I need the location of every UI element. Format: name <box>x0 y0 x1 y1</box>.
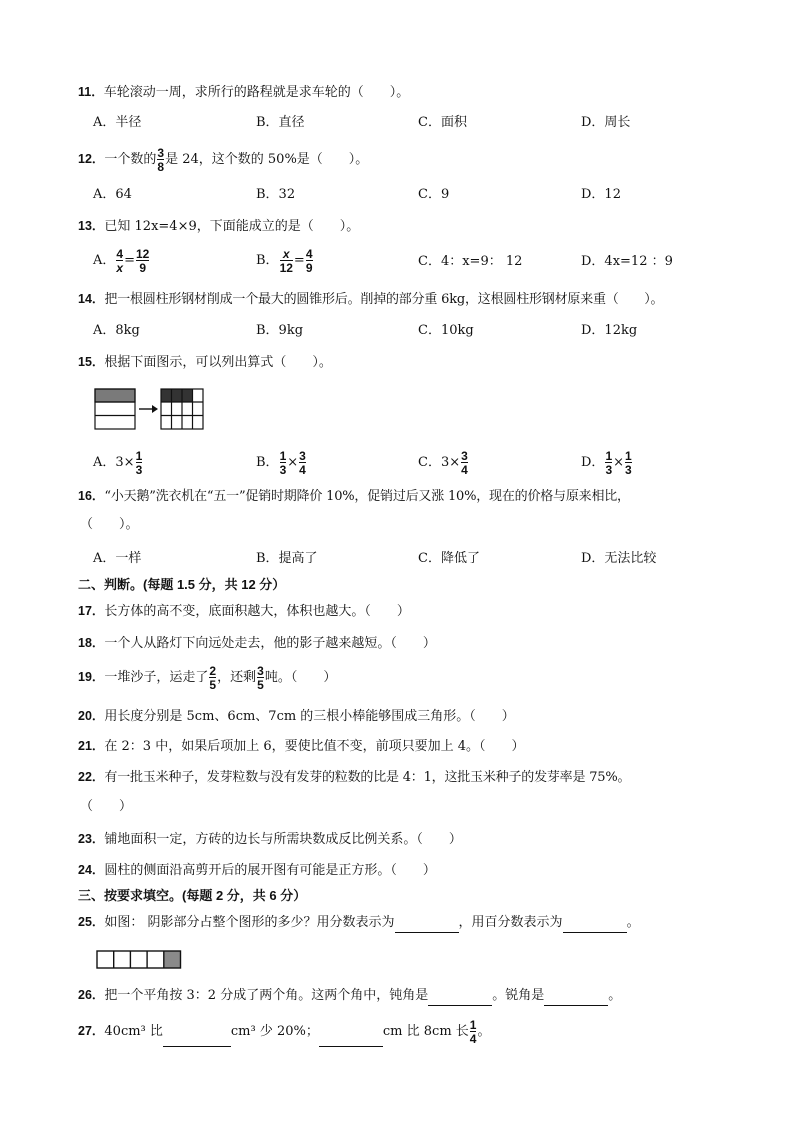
question-text: 吨。（ ） <box>264 670 337 685</box>
numerator: 3 <box>257 663 264 678</box>
option-d <box>581 446 633 480</box>
option-c: C．4：x=9： 12 <box>418 254 523 269</box>
option-b: B．直径 <box>256 115 305 130</box>
fill-blank[interactable] <box>163 1032 231 1047</box>
question-17 <box>78 601 410 622</box>
question-text: 40cm³ 比 <box>104 1024 163 1039</box>
question-number: 24． <box>78 863 105 877</box>
fraction <box>209 665 216 691</box>
denominator: 9 <box>305 260 313 275</box>
option-b <box>256 244 314 278</box>
equals-sign: = <box>293 253 305 268</box>
question-text: 铺地面积一定，方砖的边长与所需块数成反比例关系。（ ） <box>104 832 462 847</box>
numerator: 12 <box>135 246 150 261</box>
question-text: cm³ 少 20%； <box>230 1024 319 1039</box>
numerator: 1 <box>279 448 287 463</box>
section-heading: 二、判断。(每题 1.5 分，共 12 分） <box>78 577 286 592</box>
numerator: 3 <box>299 448 306 463</box>
question-text: 用长度分别是 5cm、6cm、7cm 的三根小棒能够围成三角形。（ ） <box>104 709 515 724</box>
option-b: B．32 <box>256 187 296 202</box>
fill-blank[interactable] <box>563 918 627 933</box>
fraction <box>136 450 143 476</box>
fraction <box>280 450 287 476</box>
question-27 <box>78 1016 490 1047</box>
question-number: 17． <box>78 604 105 618</box>
option-c <box>418 446 469 480</box>
question-19 <box>78 662 336 693</box>
denominator: 5 <box>257 677 264 692</box>
question-text: 圆柱的侧面沿高剪开后的展开图有可能是正方形。（ ） <box>104 863 436 878</box>
option-d: D．无法比较 <box>581 551 657 566</box>
option-label: B． <box>256 455 279 470</box>
option-d: D．12kg <box>581 323 638 338</box>
fraction <box>461 450 468 476</box>
denominator: 4 <box>461 462 468 477</box>
fraction-diagram <box>94 388 206 430</box>
option-label: A．3× <box>93 455 135 470</box>
numerator: 2 <box>209 663 217 678</box>
question-number: 27． <box>78 1024 105 1038</box>
denominator: 5 <box>209 677 217 692</box>
denominator: 3 <box>605 462 613 477</box>
option-label: A． <box>93 253 116 268</box>
numerator: 1 <box>469 1017 477 1032</box>
question-text: 是 24，这个数的 50%是（ ）。 <box>165 152 369 167</box>
option-c: C．10kg <box>418 323 474 338</box>
shaded-strip-diagram <box>96 950 182 970</box>
option-a: A．8kg <box>93 323 140 338</box>
question-21 <box>78 736 525 757</box>
question-text: ，还剩 <box>217 670 257 685</box>
question-text: 一堆沙子，运走了 <box>104 670 209 685</box>
question-number: 12． <box>78 152 105 166</box>
question-18 <box>78 633 436 654</box>
question-number: 15． <box>78 355 105 369</box>
option-a: A．一样 <box>93 551 142 566</box>
question-text: 。锐角是 <box>492 988 545 1003</box>
denominator: 4 <box>469 1031 477 1046</box>
question-number: 22． <box>78 770 105 784</box>
question-text: 一个人从路灯下向远处走去，他的影子越来越短。（ ） <box>104 636 436 651</box>
question-12 <box>78 146 368 173</box>
section-heading: 三、按要求填空。(每题 2 分，共 6 分） <box>78 888 307 903</box>
numerator: 1 <box>135 448 143 463</box>
denominator: 9 <box>136 260 149 274</box>
question-text: 把一个平角按 3：2 分成了两个角。这两个角中，钝角是 <box>104 988 429 1003</box>
question-text: 把一根圆柱形钢材削成一个最大的圆锥形后。削掉的部分重 6kg，这根圆柱形钢材原来重（ ）。 <box>104 292 664 307</box>
option-b: B．9kg <box>256 323 304 338</box>
option-a: A．半径 <box>93 115 142 130</box>
option-c: C．降低了 <box>418 551 480 566</box>
question-number: 21． <box>78 739 105 753</box>
fraction <box>625 450 632 476</box>
fraction <box>136 248 149 274</box>
question-text: 有一批玉米种子，发芽粒数与没有发芽的粒数的比是 4：1，这批玉米种子的发芽率是 75%。 <box>104 770 631 785</box>
fraction <box>157 147 164 173</box>
question-text: 车轮滚动一周，求所行的路程就是求车轮的（ ）。 <box>103 85 410 100</box>
question-number: 26． <box>78 988 105 1002</box>
question-text: 。 <box>608 988 622 1003</box>
option-d: D．12 <box>581 187 621 202</box>
operator: × <box>613 455 625 470</box>
option-a: A．64 <box>93 187 132 202</box>
question-number: 16． <box>78 489 105 503</box>
denominator: 3 <box>135 462 143 477</box>
fraction <box>257 665 264 691</box>
fraction <box>280 248 293 274</box>
question-15 <box>78 352 332 373</box>
option-b: B．提高了 <box>256 551 318 566</box>
option-d: D．4x=12 ：9 <box>581 254 673 269</box>
numerator: 1 <box>605 448 613 463</box>
fill-blank[interactable] <box>428 991 492 1006</box>
question-23 <box>78 829 462 850</box>
numerator: 1 <box>625 448 632 463</box>
question-16 <box>78 486 630 507</box>
option-c: C．面积 <box>418 115 467 130</box>
option-a <box>93 446 143 480</box>
question-number: 20． <box>78 709 105 723</box>
option-d: D．周长 <box>581 115 631 130</box>
fraction <box>299 450 306 476</box>
question-text: 如图： 阴影部分占整个图形的多少？用分数表示为 <box>104 915 395 930</box>
option-c: C．9 <box>418 187 450 202</box>
question-14 <box>78 289 663 310</box>
denominator: 12 <box>279 260 293 275</box>
operator: × <box>287 455 299 470</box>
option-label: C．3× <box>418 455 461 470</box>
question-text: “小天鹅”洗衣机在“五一”促销时期降价 10%，促销过后又涨 10%，现在的价格与原来相比， <box>104 489 630 504</box>
fraction <box>306 248 313 274</box>
denominator: 8 <box>157 159 165 174</box>
equals-sign: = <box>124 253 135 268</box>
question-26 <box>78 985 621 1006</box>
numerator: 4 <box>305 246 313 261</box>
option-label: D． <box>581 455 605 470</box>
option-label: B． <box>256 253 279 268</box>
question-text: 一个数的 <box>104 152 157 167</box>
question-20 <box>78 706 515 727</box>
question-text: 在 2：3 中，如果后项加上 6，要使比值不变，前项只要加上 4。（ ） <box>104 739 525 754</box>
question-25 <box>78 912 640 933</box>
denominator: 3 <box>279 462 287 477</box>
question-number: 14． <box>78 292 105 306</box>
question-text: 。 <box>477 1024 491 1039</box>
option-b <box>256 446 307 480</box>
question-text: cm 比 8cm 长 <box>382 1024 469 1039</box>
numerator: 3 <box>157 145 165 160</box>
answer-blank: （ ）。 <box>80 517 139 532</box>
question-number: 19． <box>78 670 105 684</box>
numerator: 4 <box>116 246 124 261</box>
fill-blank[interactable] <box>544 991 608 1006</box>
question-number: 13． <box>78 219 105 233</box>
fraction <box>470 1019 477 1045</box>
denominator: 4 <box>299 462 306 477</box>
question-number: 11． <box>78 85 104 99</box>
question-22 <box>78 767 630 788</box>
question-11 <box>78 82 409 103</box>
question-24 <box>78 860 436 881</box>
question-text: 。 <box>626 915 640 930</box>
fraction <box>605 450 612 476</box>
question-number: 25． <box>78 915 105 929</box>
denominator: 3 <box>625 462 632 477</box>
question-text: ，用百分数表示为 <box>458 915 563 930</box>
question-number: 23． <box>78 832 105 846</box>
fraction <box>116 248 123 274</box>
question-number: 18． <box>78 636 105 650</box>
numerator: x <box>282 246 290 261</box>
fill-blank[interactable] <box>319 1032 383 1047</box>
fill-blank[interactable] <box>395 918 459 933</box>
question-13 <box>78 216 359 237</box>
question-text: 长方体的高不变，底面积越大，体积也越大。（ ） <box>104 604 410 619</box>
denominator: x <box>116 260 124 275</box>
option-a <box>93 244 150 278</box>
answer-blank: （ ） <box>80 799 133 814</box>
question-text: 根据下面图示，可以列出算式（ ）。 <box>104 355 332 370</box>
question-text: 已知 12x=4×9，下面能成立的是（ ）。 <box>104 219 360 234</box>
numerator: 3 <box>461 448 468 463</box>
